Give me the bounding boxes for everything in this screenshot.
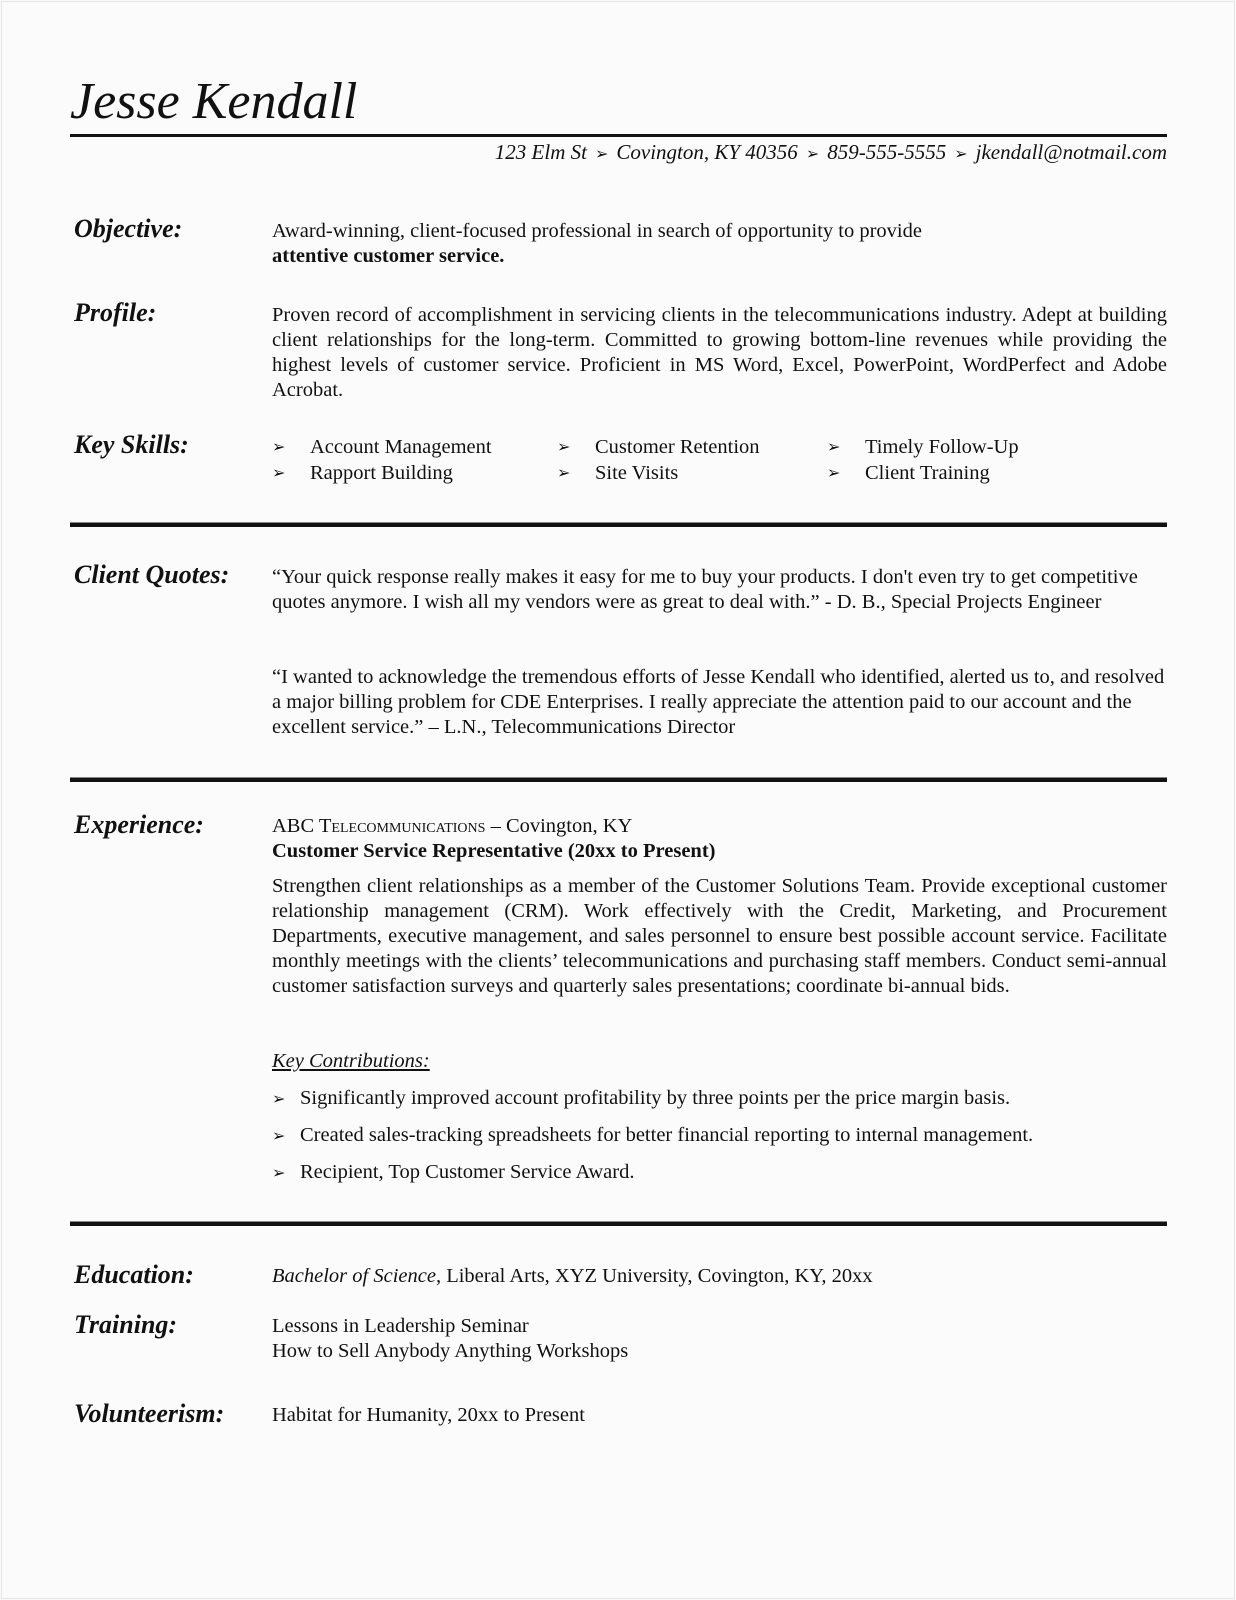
training-list [272, 1314, 1167, 1364]
experience-employer [272, 814, 1167, 839]
quote-1: “Your quick response really makes it easy for me to buy your products. I don't even try to get competitive quotes anymore. I wish all my vendors were as great to deal with.” - D. B., Special Projects Engineer [272, 566, 1138, 613]
experience-heading: Experience: [74, 810, 204, 839]
volunteerism-heading: Volunteerism: [74, 1399, 225, 1428]
objective-bold-line: attentive customer service. [272, 245, 505, 267]
arrowhead-right-icon: ➢ [272, 437, 286, 456]
arrowhead-right-icon: ➢ [557, 437, 571, 456]
header-rule [70, 134, 1167, 137]
section-divider [70, 777, 1167, 782]
resume-page [1, 1, 1235, 1599]
objective-line: Award-winning, client-focused professional in search of opportunity to provide [272, 220, 922, 242]
contribution-item: ➢ Recipient, Top Customer Service Award. [272, 1161, 635, 1183]
skill-item: ➢ Site Visits [557, 462, 679, 484]
contribution-item: ➢ Significantly improved account profitability by three points per the price margin basis. [272, 1087, 1011, 1109]
arrowhead-right-icon: ➢ [827, 437, 841, 456]
training-item: How to Sell Anybody Anything Workshops [272, 1340, 629, 1362]
contributions-heading: Key Contributions: [272, 1050, 430, 1072]
skill-item: ➢ Timely Follow-Up [827, 436, 1019, 458]
section-divider [70, 522, 1167, 527]
skill-item: ➢ Customer Retention [557, 436, 760, 458]
contributions-list [272, 1086, 1167, 1197]
objective-heading: Objective: [74, 214, 183, 243]
arrowhead-right-icon: ➢ [272, 1126, 286, 1145]
skill-item: ➢ Account Management [272, 436, 492, 458]
contact-email[interactable]: jkendall@notmail.com [975, 140, 1167, 164]
skill-item: ➢ Rapport Building [272, 462, 453, 484]
contribution-item: ➢ Created sales-tracking spreadsheets for better financial reporting to internal management. [272, 1124, 1034, 1146]
arrowhead-right-icon: ➢ [805, 146, 820, 163]
education-heading: Education: [74, 1260, 194, 1289]
arrowhead-right-icon: ➢ [272, 1163, 286, 1182]
profile-text: Proven record of accomplishment in servicing clients in the telecommunications industry. Adept at building client relationships for the long-term. Committed to growing bottom-line revenues while providing the highest levels of customer service. Proficient in MS Word, Excel, PowerPoint, WordPerfect and Adobe Acrobat. [272, 304, 1167, 401]
training-item: Lessons in Leadership Seminar [272, 1315, 529, 1337]
company-location: – Covington, KY [485, 815, 633, 837]
degree: Bachelor of Science [272, 1265, 436, 1287]
arrowhead-right-icon: ➢ [272, 463, 286, 482]
skills-heading: Key Skills: [74, 430, 189, 459]
volunteerism-text: Habitat for Humanity, 20xx to Present [272, 1404, 585, 1426]
training-heading: Training: [74, 1310, 178, 1339]
job-title: Customer Service Representative (20xx to Present) [272, 840, 716, 862]
quotes-heading: Client Quotes: [74, 560, 230, 589]
education-text [272, 1264, 1167, 1289]
job-description: Strengthen client relationships as a member of the Customer Solutions Team. Provide exceptional customer relationship management (CRM). Work effectively with the Credit, Marketing, and Procurement Departments, executive management, and sales personnel to ensure best possible account service. Facilitate monthly meetings with the clients’ telecommunications and purchasing staff members. Conduct semi-annual customer satisfaction surveys and quarterly sales presentations; coordinate bi-annual bids. [272, 875, 1167, 997]
contact-address: 123 Elm St [494, 140, 587, 164]
candidate-name: Jesse Kendall [70, 73, 358, 130]
contact-phone: 859-555-5555 [827, 140, 947, 164]
profile-heading: Profile: [74, 298, 157, 327]
education-details: , Liberal Arts, XYZ University, Covington, KY, 20xx [435, 1265, 873, 1287]
arrowhead-right-icon: ➢ [272, 1089, 286, 1108]
skill-item: ➢ Client Training [827, 462, 990, 484]
company-name: ABC Telecommunications [272, 815, 486, 837]
section-divider [70, 1221, 1167, 1226]
arrowhead-right-icon: ➢ [594, 146, 609, 163]
arrowhead-right-icon: ➢ [954, 146, 968, 163]
contact-city: Covington, KY 40356 [616, 140, 798, 164]
objective-text [272, 219, 1167, 269]
quote-2: “I wanted to acknowledge the tremendous efforts of Jesse Kendall who identified, alerted us to, and resolved a major billing problem for CDE Enterprises. I really appreciate the attention paid to our account and the excellent service.” – L.N., Telecommunications Director [272, 666, 1165, 738]
skills-grid [272, 434, 1127, 486]
arrowhead-right-icon: ➢ [557, 463, 571, 482]
contact-line [422, 138, 1167, 169]
arrowhead-right-icon: ➢ [827, 463, 841, 482]
